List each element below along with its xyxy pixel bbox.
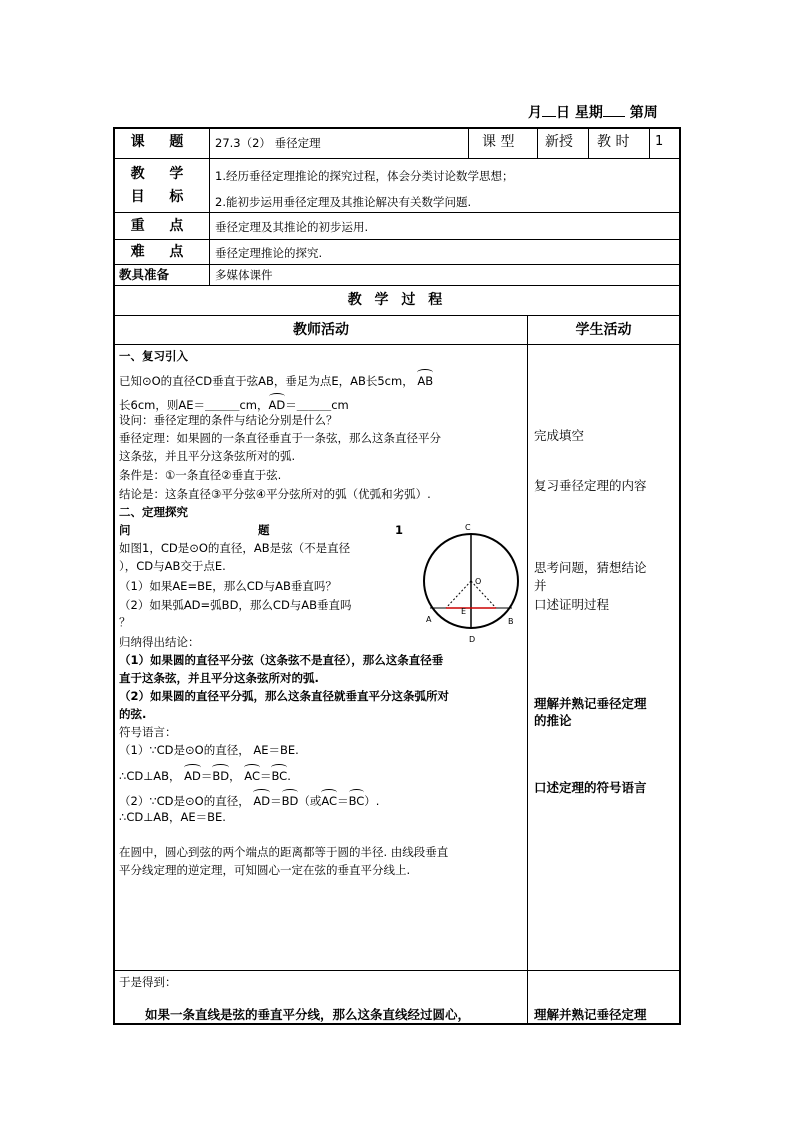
student-item-3c: 口述证明过程 [534,597,610,612]
conclusion-2a: （2）如果圆的直径平分弧，那么这条直径就垂直平分这条弧所对 [119,689,449,703]
symbol-title: 符号语言： [119,725,177,739]
day-label: 日 [556,105,570,121]
problem-word-1: 问 [119,523,131,537]
key-label: 重 点 [130,218,194,234]
review-line-6: 条件是：①一条直径②垂直于弦. [119,468,282,482]
weekday-blank [603,104,625,117]
student-column-header: 学生活动 [575,322,632,338]
problem-word-2: 题 [258,523,270,537]
hours-label: 教 时 [597,134,630,150]
radius-oa [446,581,471,608]
problem-line-2: ），CD与AB交于点E. [119,559,226,573]
goal-2: 2.能初步运用垂径定理及其推论解决有关数学问题. [215,195,472,209]
student-item-4a: 理解并熟记垂径定理 [534,696,647,711]
label-a: A [426,615,432,624]
problem-number: 1 [395,523,404,537]
hours-value: 1 [655,134,664,149]
then-label: 于是得到： [119,975,177,989]
review-line-1: 已知⊙O的直径CD垂直于弦AB，垂足为点E，AB长5cm， AB [119,371,433,389]
circle-figure [418,520,524,650]
arc-ad: AD [269,395,286,413]
problem-line-5: ？ [119,615,131,629]
tools-value: 多媒体课件 [215,268,273,282]
date-header [528,102,658,122]
review-line-5: 这条弦，并且平分这条弦所对的弧. [119,449,296,463]
symbol-2a: （2）∵CD是⊙O的直径， AD＝BD（或AC＝BC）. [119,791,379,809]
conclude-label: 归纳得出结论： [119,635,200,649]
problem-line-4: （2）如果弧AD=弧BD，那么CD与AB垂直吗 [119,598,352,612]
type-value: 新授 [545,134,573,150]
weekday-label: 星期 [574,105,603,121]
type-label: 课 型 [482,134,515,150]
label-c: C [465,523,471,532]
student-item-3a: 思考问题，猜想结论 [534,560,647,575]
review-line-3: 设问：垂径定理的条件与结论分别是什么？ [119,413,338,427]
student-item-6: 理解并熟记垂径定理 [534,1007,647,1022]
student-item-2: 复习垂径定理的内容 [534,478,647,493]
diff-label: 难 点 [130,244,194,260]
problem-line-3: （1）如果AE=BE，那么CD与AB垂直吗？ [119,579,337,593]
key-value: 垂径定理及其推论的初步运用. [215,220,369,234]
review-line-2: 长6cm，则AE＝＿＿＿cm，AD＝＿＿＿cm [119,395,349,413]
label-e: E [461,607,467,616]
conclusion-2b: 的弦. [119,707,147,721]
goal-label-1: 教 学 [130,166,194,182]
final-statement: 如果一条直线是弦的垂直平分线，那么这条直线经过圆心， [145,1007,471,1022]
diff-value: 垂径定理推论的探究. [215,246,323,260]
student-item-3b: 并 [534,578,547,593]
section-2-title: 二、定理探究 [119,505,188,519]
tools-label: 教具准备 [119,267,170,282]
goal-1: 1.经历垂径定理推论的探究过程，体会分类讨论数学思想； [215,169,514,183]
section-1-title: 一、复习引入 [119,349,188,363]
label-d: D [469,635,476,644]
symbol-1a: （1）∵CD是⊙O的直径， AE＝BE. [119,743,299,757]
month-label: 月 [528,105,542,121]
arc-ab: AB [417,371,433,389]
process-title: 教 学 过 程 [347,292,447,308]
label-o: O [475,577,482,586]
goal-label-2: 目 标 [130,189,194,205]
day-blank [542,104,556,117]
topic-label: 课 题 [130,134,194,150]
teacher-column-header: 教师活动 [293,322,349,338]
paragraph-line-1: 在圆中，圆心到弦的两个端点的距离都等于圆的半径. 由线段垂直 [119,845,449,859]
conclusion-1b: 直于这条弦，并且平分这条弦所对的弧. [119,671,319,685]
symbol-1b: ∴CD⊥AB， AD＝BD， AC＝BC. [119,766,291,784]
student-item-1: 完成填空 [534,428,585,443]
student-item-4b: 的推论 [534,713,572,728]
symbol-2b: ∴CD⊥AB，AE＝BE. [119,810,226,824]
review-line-4: 垂径定理：如果圆的一条直径垂直于一条弦，那么这条直径平分 [119,431,441,445]
week-label: 第周 [629,105,658,121]
problem-line-1: 如图1，CD是⊙O的直径，AB是弦（不是直径 [119,541,351,555]
student-item-5: 口述定理的符号语言 [534,780,647,795]
paragraph-line-2: 平分线定理的逆定理，可知圆心一定在弦的垂直平分线上. [119,863,411,877]
label-b: B [508,617,514,626]
review-line-7: 结论是：这条直径③平分弦④平分弦所对的弧（优弧和劣弧）. [119,487,431,501]
conclusion-1a: （1）如果圆的直径平分弦（这条弦不是直径），那么这条直径垂 [119,653,444,667]
topic-value: 27.3（2） 垂径定理 [215,136,321,150]
